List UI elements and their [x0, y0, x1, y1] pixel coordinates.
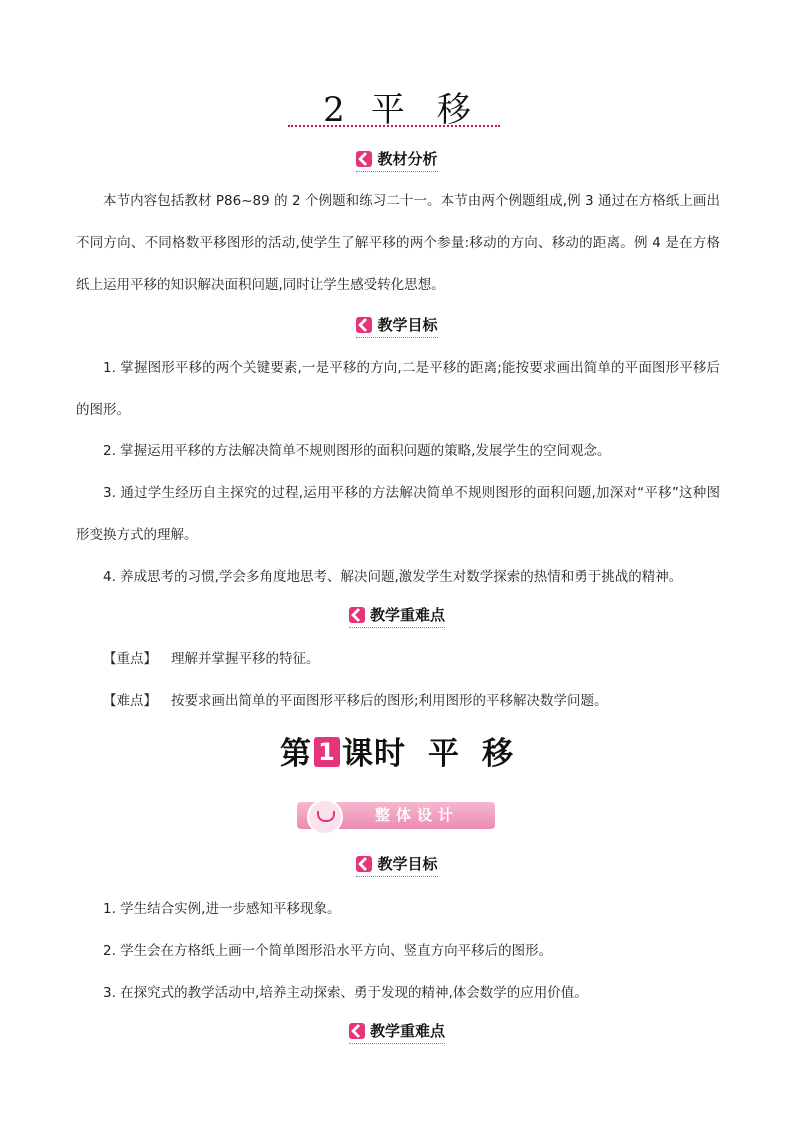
lesson-goal-item-1: 1. 学生结合实例,进一步感知平移现象。: [103, 901, 341, 917]
section-marker-icon: [356, 151, 372, 167]
difficult-point-line: [103, 680, 720, 722]
difficult-point-label: 【难点】: [103, 693, 157, 709]
lesson-title-char2: 移: [482, 736, 514, 772]
banner-label: 整体设计: [374, 806, 459, 824]
overall-design-banner: [297, 802, 495, 829]
key-point-text: 理解并掌握平移的特征。: [171, 651, 320, 667]
section-marker-icon: [356, 856, 372, 872]
section-heading-lesson-key-points: [0, 1020, 794, 1045]
section-heading-key-points: [0, 604, 794, 629]
goal-item-3: 3. 通过学生经历自主探究的过程,运用平移的方法解决简单不规则图形的面积问题,加深对“平移”这种图形变换方式的理解。: [76, 485, 720, 543]
lesson-number-badge: 1: [314, 737, 340, 767]
key-point-label: 【重点】: [103, 651, 157, 667]
section-heading-lesson-goals: [0, 853, 794, 878]
lesson-title-char1: 平: [428, 736, 460, 772]
analysis-paragraph: 本节内容包括教材 P86~89 的 2 个例题和练习二十一。本节由两个例题组成,例 3 通过在方格纸上画出不同方向、不同格数平移图形的活动,使学生了解平移的两个参量:移动的方向、移动的距离。例 4 是在方格纸上运用平移的知识解决面积问题,同时让学生感受转化思想。: [76, 193, 720, 293]
goal-item-4: 4. 养成思考的习惯,学会多角度地思考、解决问题,激发学生对数学探索的热情和勇于挑战的精神。: [103, 569, 683, 585]
chapter-title-char2: 移: [436, 90, 471, 130]
difficult-point-text: 按要求画出简单的平面图形平移后的图形;利用图形的平移解决数学问题。: [171, 693, 608, 709]
chapter-number: 2: [323, 90, 345, 130]
section-heading-label: 教学目标: [377, 316, 438, 334]
section-marker-icon: [356, 317, 372, 333]
goal-item-2: 2. 掌握运用平移的方法解决简单不规则图形的面积问题的策略,发展学生的空间观念。: [103, 443, 611, 459]
section-heading-goals: [0, 314, 794, 339]
lesson-goal-item-3: 3. 在探究式的教学活动中,培养主动探索、勇于发现的精神,体会数学的应用价值。: [103, 985, 588, 1001]
lesson-suffix: 课时: [342, 736, 406, 772]
section-marker-icon: [349, 1023, 365, 1039]
section-heading-label: 教学目标: [377, 855, 438, 873]
section-heading-analysis: [0, 148, 794, 173]
goal-item-1: 1. 掌握图形平移的两个关键要素,一是平移的方向,二是平移的距离;能按要求画出简单的平面图形平移后的图形。: [76, 360, 720, 418]
section-heading-label: 教学重难点: [369, 606, 445, 624]
lesson-goal-item-2: 2. 学生会在方格纸上画一个简单图形沿水平方向、竖直方向平移后的图形。: [103, 943, 553, 959]
section-marker-icon: [349, 607, 365, 623]
lesson-title: [0, 730, 794, 778]
section-heading-label: 教学重难点: [369, 1022, 445, 1040]
chapter-title-rule: [288, 125, 500, 127]
lesson-prefix: 第: [280, 736, 312, 772]
chapter-title-char1: 平: [370, 90, 405, 130]
section-heading-label: 教材分析: [377, 150, 438, 168]
key-point-line: [103, 638, 720, 680]
book-logo-icon: [307, 799, 343, 835]
